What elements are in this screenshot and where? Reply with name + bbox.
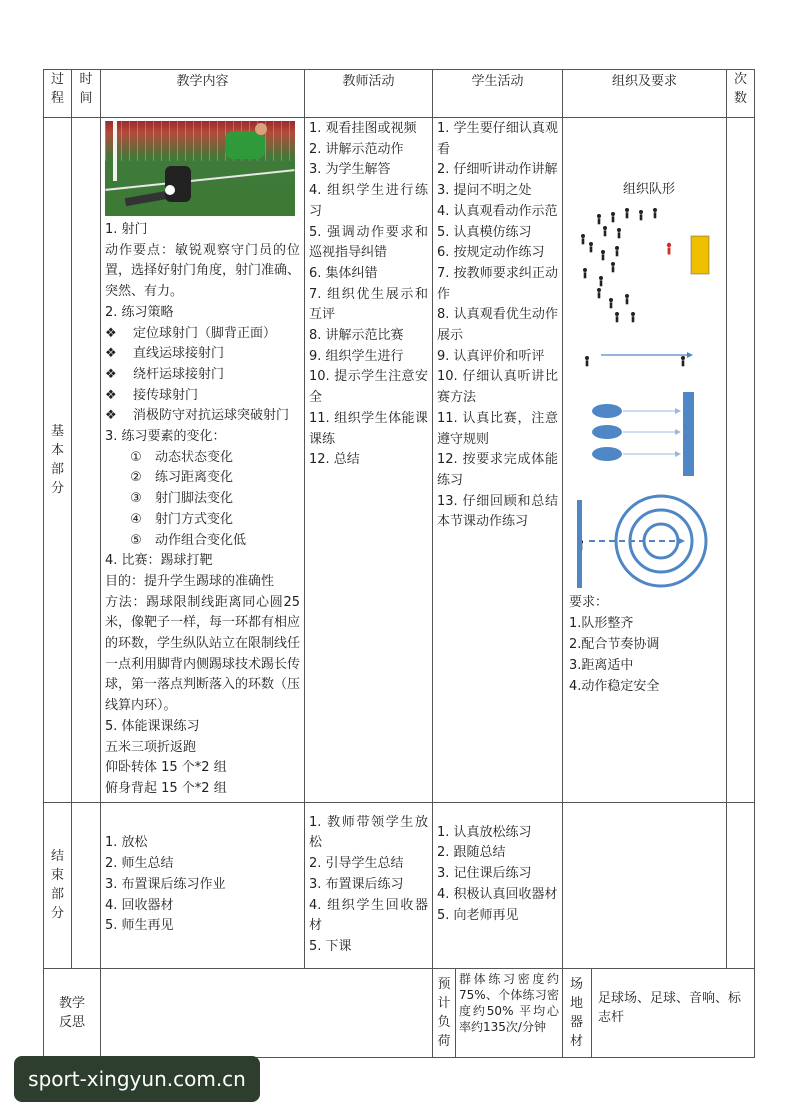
keeper-icon: [667, 243, 671, 255]
player-icon: [625, 294, 629, 304]
teacher-activity-item: 12. 总结: [309, 452, 360, 468]
player-icon: [615, 312, 619, 322]
teacher-activity-item: 11. 组织学生体能课课练: [309, 410, 428, 447]
content-item: 仰卧转体 15 个*2 组: [105, 760, 227, 776]
player-icon: [601, 250, 605, 260]
header-process: 过程: [44, 70, 72, 118]
end-student-cell: [433, 802, 563, 968]
player-icon: [609, 298, 613, 308]
content-item: 1. 射门: [105, 222, 148, 237]
teacher-activity-item: 10. 提示学生注意安全: [309, 369, 428, 406]
header-student: 学生活动: [433, 70, 563, 118]
variation-item: [105, 468, 300, 489]
content-item: 目的：提升学生踢球的准确性: [105, 573, 275, 589]
strategy-item: [105, 406, 300, 427]
watermark-badge: sport-xingyun.com.cn: [14, 1056, 260, 1102]
student-activity-item: 8. 认真观看优生动作展示: [437, 307, 558, 344]
end-student-item: 4. 积极认真回收器材: [437, 886, 558, 902]
variation-number: ③: [130, 491, 142, 507]
end-stage-label: 结束部分: [44, 802, 72, 968]
basic-time-cell: [72, 118, 101, 803]
reflection-label: 教学反思: [44, 968, 101, 1057]
diamond-bullet-icon: ❖: [105, 346, 117, 362]
strategy-item: [105, 386, 300, 407]
player-icon: [603, 226, 607, 236]
variation-number: ⑤: [130, 532, 142, 548]
reflection-cell: [101, 968, 433, 1057]
player-icon: [581, 234, 585, 244]
group-arrow-head: [675, 429, 681, 435]
variation-text: 射门方式变化: [155, 511, 234, 527]
variation-list: [105, 448, 300, 552]
group-arrow-head: [675, 451, 681, 457]
strategy-item: [105, 324, 300, 345]
end-teacher-item: 5. 下课: [309, 938, 352, 954]
student-activity-item: 10. 仔细认真听讲比赛方法: [437, 369, 558, 406]
strategy-item: [105, 344, 300, 365]
diamond-bullet-icon: ❖: [105, 325, 117, 341]
student-activity-item: 5. 认真模仿练习: [437, 224, 532, 240]
variation-number: ④: [130, 511, 142, 527]
teacher-activity-item: 6. 集体纠错: [309, 265, 378, 281]
teacher-activity-item: 5. 强调动作要求和巡视指导纠错: [309, 224, 428, 261]
student-activity-item: 3. 提问不明之处: [437, 183, 532, 199]
content-item: 5. 体能课课练习: [105, 718, 200, 734]
load-text: 群体练习密度约75%、个体练习密度约50% 平均心率约135次/分钟: [459, 971, 559, 1034]
strategy-text: 绕杆运球接射门: [133, 366, 225, 382]
header-time: 时间: [72, 70, 101, 118]
strategy-text: 定位球射门（脚背正面）: [133, 325, 277, 341]
goal-icon: [691, 236, 709, 274]
content-item: 4. 比赛：踢球打靶: [105, 553, 213, 569]
end-teacher-item: 2. 引导学生总结: [309, 856, 404, 872]
end-teacher-item: 4. 组织学生回收器材: [309, 897, 428, 934]
venue-text: 足球场、足球、音响、标志杆: [598, 990, 742, 1025]
strategy-item: [105, 365, 300, 386]
player-icon: [639, 210, 643, 220]
header-teacher: 教师活动: [305, 70, 433, 118]
end-student-item: 5. 向老师再见: [437, 907, 519, 923]
student-activity-item: 9. 认真评价和听评: [437, 348, 545, 364]
basic-content-cell: [101, 118, 305, 803]
requirement-item: 3.距离适中: [569, 658, 634, 673]
content-item: 3. 练习要素的变化：: [105, 429, 226, 445]
teacher-activity-item: 9. 组织学生进行: [309, 348, 404, 364]
content-item: 俯身背起 15 个*2 组: [105, 780, 227, 796]
variation-item: [105, 448, 300, 469]
player-icon: [611, 262, 615, 272]
lesson-plan-table: [43, 69, 755, 1058]
end-organization-cell: [563, 802, 727, 968]
basic-count-cell: [727, 118, 755, 803]
content-item: 2. 练习策略: [105, 304, 174, 320]
strategy-text: 消极防守对抗运球突破射门: [133, 408, 290, 424]
student-activity-item: 6. 按规定动作练习: [437, 245, 545, 261]
end-content-item: 2. 师生总结: [105, 856, 174, 872]
end-content-cell: [101, 802, 305, 968]
header-organization: 组织及要求: [563, 70, 727, 118]
basic-student-cell: [433, 118, 563, 803]
diamond-bullet-icon: ❖: [105, 408, 117, 424]
group-ellipse: [592, 425, 622, 439]
player-icon: [597, 214, 601, 224]
header-content: 教学内容: [101, 70, 305, 118]
end-count-cell: [727, 802, 755, 968]
player-icon: [585, 356, 589, 366]
end-content-item: 1. 放松: [105, 835, 148, 851]
student-activity-item: 11. 认真比赛，注意遵守规则: [437, 410, 558, 447]
basic-row: [44, 118, 755, 803]
content-item: 五米三项折返跑: [105, 739, 197, 755]
basic-teacher-cell: [305, 118, 433, 803]
teacher-activity-item: 3. 为学生解答: [309, 162, 391, 178]
player-icon: [625, 208, 629, 218]
end-teacher-item: 3. 布置课后练习: [309, 876, 404, 892]
strategy-text: 直线运球接射门: [133, 346, 225, 362]
variation-item: [105, 531, 300, 552]
formation-svg: [563, 118, 727, 588]
end-student-item: 3. 记住课后练习: [437, 866, 532, 882]
variation-text: 动态状态变化: [155, 449, 234, 465]
header-row: [44, 70, 755, 118]
footer-row: [44, 968, 755, 1057]
variation-number: ①: [130, 449, 142, 465]
requirements-title: 要求：: [569, 595, 609, 610]
student-activity-item: 7. 按教师要求纠正动作: [437, 265, 558, 302]
student-activity-item: 4. 认真观看动作示范: [437, 203, 558, 219]
student-activity-item: 13. 仔细回顾和总结本节课动作练习: [437, 493, 558, 530]
requirement-item: 2.配合节奏协调: [569, 637, 660, 652]
variation-item: [105, 510, 300, 531]
variation-text: 动作组合变化低: [155, 532, 247, 548]
diamond-bullet-icon: ❖: [105, 387, 117, 403]
player-icon: [615, 246, 619, 256]
teacher-activity-item: 7. 组织优生展示和互评: [309, 286, 428, 323]
strategy-list: [105, 324, 300, 428]
group-ellipse: [592, 404, 622, 418]
end-content-item: 5. 师生再见: [105, 918, 174, 934]
teacher-activity-item: 2. 讲解示范动作: [309, 141, 404, 157]
teacher-activity-item: 4. 组织学生进行练习: [309, 183, 428, 219]
group-ellipse: [592, 447, 622, 461]
player-icon: [631, 312, 635, 322]
variation-text: 射门脚法变化: [155, 491, 234, 507]
end-teacher-cell: [305, 802, 433, 968]
end-student-item: 1. 认真放松练习: [437, 824, 532, 840]
wall-bar: [683, 392, 694, 476]
diamond-bullet-icon: ❖: [105, 366, 117, 382]
requirement-item: 4.动作稳定安全: [569, 679, 660, 694]
variation-item: [105, 489, 300, 510]
pass-arrow-head: [677, 537, 685, 545]
student-activity-item: 1. 学生要仔细认真观看: [437, 121, 558, 157]
student-activity-item: 12. 按要求完成体能练习: [437, 452, 558, 488]
group-arrow-head: [675, 408, 681, 414]
basic-organization-cell: [563, 118, 727, 803]
player-icon: [597, 288, 601, 298]
strategy-text: 接传球射门: [133, 387, 199, 403]
content-item: 方法：踢球限制线距离同心圆25米，像靶子一样，每一环都有相应的环数，学生纵队站立在限制线任一点利用脚背内侧踢球技术踢长传球，第一落点判断落入的环数（压线算内环）。: [105, 594, 301, 714]
limit-line-bar: [577, 500, 582, 588]
shooting-photo: [105, 121, 295, 216]
player-icon: [599, 276, 603, 286]
player-icon: [583, 268, 587, 278]
end-teacher-item: 1. 教师带领学生放松: [309, 814, 428, 851]
end-content-item: 4. 回收器材: [105, 897, 174, 913]
teacher-activity-item: 1. 观看挂图或视频: [309, 121, 417, 136]
student-activity-item: 2. 仔细听讲动作讲解: [437, 162, 558, 178]
venue-label: 场地器材: [570, 976, 584, 1049]
load-label: 预计负荷: [437, 976, 451, 1049]
end-content-item: 3. 布置课后练习作业: [105, 876, 226, 892]
formation-diagram: [563, 118, 726, 694]
header-count: 次数: [727, 70, 755, 118]
venue-cell: [563, 968, 755, 1057]
end-time-cell: [72, 802, 101, 968]
player-icon: [589, 242, 593, 252]
end-student-item: 2. 跟随总结: [437, 845, 506, 861]
player-icon: [617, 228, 621, 238]
content-item: 动作要点：敏锐观察守门员的位置，选择好射门角度，射门准确、突然、有力。: [105, 242, 301, 300]
requirement-item: 1.队形整齐: [569, 616, 634, 631]
player-icon: [653, 208, 657, 218]
formation-title: 组织队形: [623, 182, 676, 197]
variation-text: 练习距离变化: [155, 470, 234, 486]
end-row: [44, 802, 755, 968]
run-arrow-head: [687, 352, 693, 358]
teacher-activity-item: 8. 讲解示范比赛: [309, 328, 404, 344]
load-cell: [433, 968, 563, 1057]
player-icon: [611, 212, 615, 222]
basic-stage-label: 基本部分: [44, 118, 72, 803]
variation-number: ②: [130, 470, 142, 486]
player-icon: [681, 356, 685, 366]
